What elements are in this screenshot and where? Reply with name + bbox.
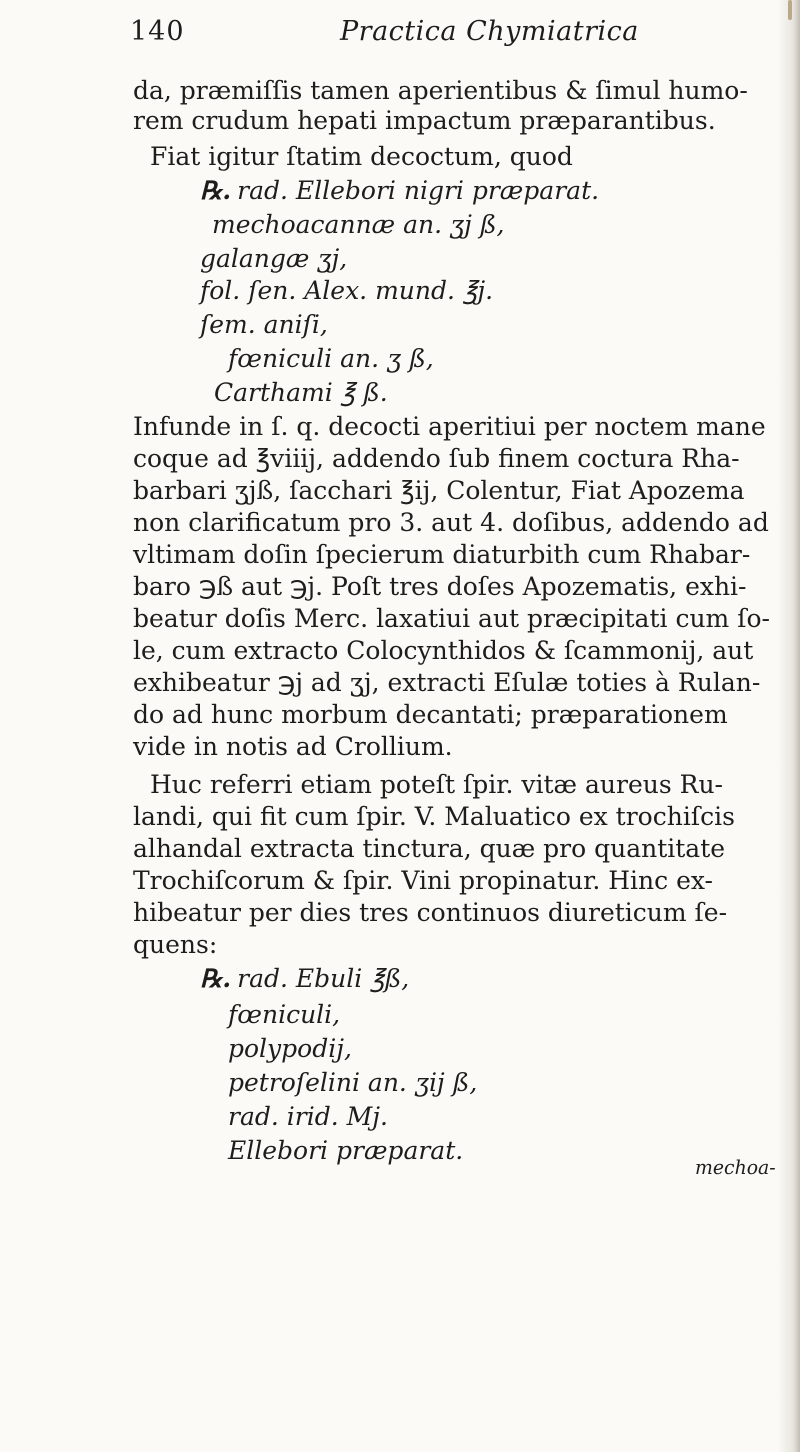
- prescription-text: rad. Ellebori nigri præparat.: [237, 176, 600, 205]
- prescription-line: rad. irid. Mj.: [228, 1102, 388, 1131]
- prescription-line: fœniculi an. ʒ ß,: [228, 344, 434, 373]
- text-line: hibeatur per dies tres continuos diureticum ſe-: [133, 898, 728, 927]
- text-line: vide in notis ad Crollium.: [133, 732, 453, 761]
- catchword: mechoa-: [695, 1155, 776, 1179]
- edge-mark: [788, 0, 792, 20]
- page-number: 140: [130, 16, 185, 47]
- text-line: Infunde in ſ. q. decocti aperitiui per noctem mane: [133, 412, 766, 441]
- running-head: Practica Chymiatrica: [340, 16, 639, 47]
- text-line: do ad hunc morbum decantati; præparationem: [133, 700, 728, 729]
- text-line: Huc referri etiam poteſt ſpir. vitæ aureus Ru-: [150, 770, 723, 799]
- text-line: da, præmiſſis tamen aperientibus & ſimul humo-: [133, 76, 748, 105]
- text-line: beatur doſis Merc. laxatiui aut præcipitati cum ſo-: [133, 604, 770, 633]
- prescription-text: rad. Ebuli ℥ß,: [237, 964, 410, 993]
- prescription-line: polypodij,: [228, 1034, 352, 1063]
- text-line: coque ad ℥viiij, addendo ſub finem coctura Rha-: [133, 444, 740, 473]
- prescription-line: [200, 964, 409, 994]
- prescription-line: mechoacannæ an. ʒj ß,: [212, 210, 505, 239]
- prescription-line: petroſelini an. ʒij ß,: [228, 1068, 478, 1097]
- text-line: Fiat igitur ſtatim decoctum, quod: [150, 142, 573, 171]
- prescription-line: fœniculi,: [228, 1000, 341, 1029]
- recipe-symbol-icon: ℞.: [200, 176, 232, 205]
- text-line: alhandal extracta tinctura, quæ pro quantitate: [133, 834, 726, 863]
- recipe-symbol-icon: ℞.: [200, 964, 232, 993]
- text-line: Trochiſcorum & ſpir. Vini propinatur. Hinc ex-: [133, 866, 713, 895]
- prescription-line: [200, 176, 599, 206]
- text-line: quens:: [133, 930, 218, 959]
- prescription-line: ſem. aniſi,: [200, 310, 328, 339]
- text-line: barbari ʒjß, ſacchari ℥ij, Colentur, Fiat Apozema: [133, 476, 745, 505]
- prescription-line: galangæ ʒj,: [200, 244, 348, 273]
- text-line: exhibeatur ℈j ad ʒj, extracti Eſulæ toties à Rulan-: [133, 668, 761, 697]
- text-line: le, cum extracto Colocynthidos & ſcammonij, aut: [133, 636, 754, 665]
- text-line: rem crudum hepati impactum præparantibus.: [133, 106, 716, 135]
- text-line: vltimam doſin ſpecierum diaturbith cum Rhabar-: [133, 540, 751, 569]
- prescription-line: Ellebori præparat.: [228, 1136, 464, 1165]
- page-header: [130, 16, 750, 50]
- prescription-line: Carthami ℥ ß.: [214, 378, 388, 407]
- text-line: landi, qui fit cum ſpir. V. Maluatico ex trochiſcis: [133, 802, 735, 831]
- text-line: non clarificatum pro 3. aut 4. doſibus, addendo ad: [133, 508, 769, 537]
- text-line: baro ℈ß aut ℈j. Poſt tres doſes Apozematis, exhi-: [133, 572, 747, 601]
- page-edge-shadow: [778, 0, 800, 1452]
- prescription-line: fol. ſen. Alex. mund. ℥j.: [200, 276, 494, 305]
